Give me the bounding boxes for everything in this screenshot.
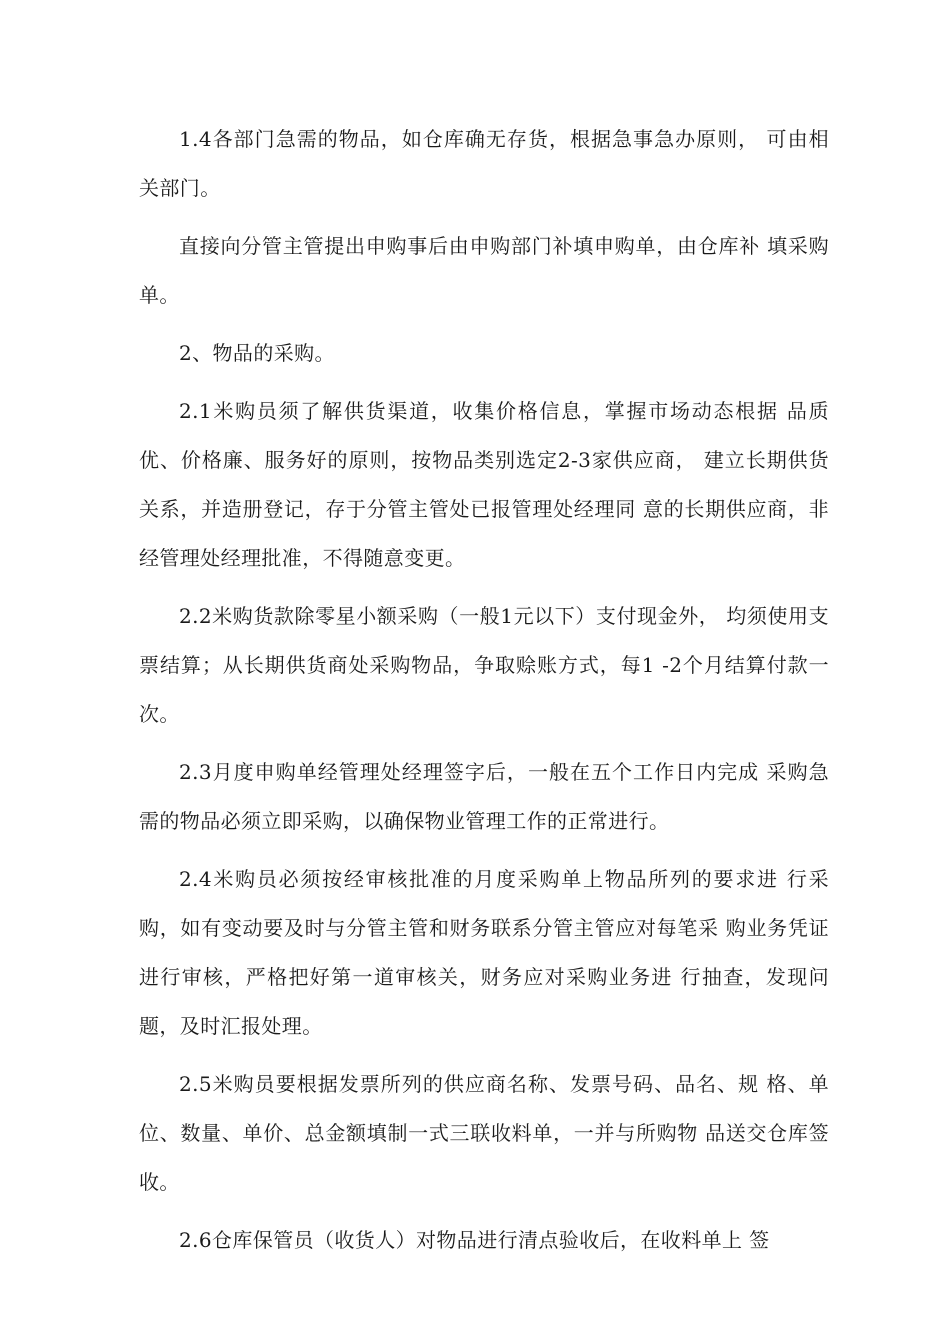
paragraph-2-1-suppliers: 2.1米购员须了解供货渠道，收集价格信息，掌握市场动态根据 品质优、价格廉、服务好的原则，按物品类别选定2-3家供应商， 建立长期供货关系，并造册登记，存于分管主管处已报管理处经理同 意的长期供应商，非经管理处经理批准，不得随意变更。 xyxy=(139,399,829,570)
paragraph-2-4-approval: 2.4米购员必须按经审核批准的月度采购单上物品所列的要求进 行采购，如有变动要及时与分管主管和财务联系分管主管应对每笔采 购业务凭证进行审核，严格把好第一道审核关，财务应对采购业务进 行抽查，发现问题，及时汇报处理。 xyxy=(139,867,829,1038)
paragraph-2-6-warehouse-check: 2.6仓库保管员（收货人）对物品进行清点验收后，在收料单上 签 xyxy=(179,1228,770,1252)
paragraph-2-3-monthly-request: 2.3月度申购单经管理处经理签字后，一般在五个工作日内完成 采购急需的物品必须立即采购，以确保物业管理工作的正常进行。 xyxy=(139,760,829,833)
paragraph-1-4-urgent-items: 1.4各部门急需的物品，如仓库确无存货，根据急事急办原则， 可由相关部门。 xyxy=(139,127,829,200)
section-heading-procurement: 2、物品的采购。 xyxy=(179,341,335,365)
paragraph-direct-request: 直接向分管主管提出申购事后由申购部门补填申购单，由仓库补 填采购单。 xyxy=(139,234,829,307)
paragraph-2-2-payment: 2.2米购货款除零星小额采购（一般1元以下）支付现金外， 均须使用支票结算；从长期供货商处采购物品，争取赊账方式，每1 -2个月结算付款一次。 xyxy=(139,604,829,726)
paragraph-2-5-receipt-form: 2.5米购员要根据发票所列的供应商名称、发票号码、品名、规 格、单位、数量、单价、总金额填制一式三联收料单，一并与所购物 品送交仓库签收。 xyxy=(139,1072,829,1194)
document-body xyxy=(139,115,829,1274)
